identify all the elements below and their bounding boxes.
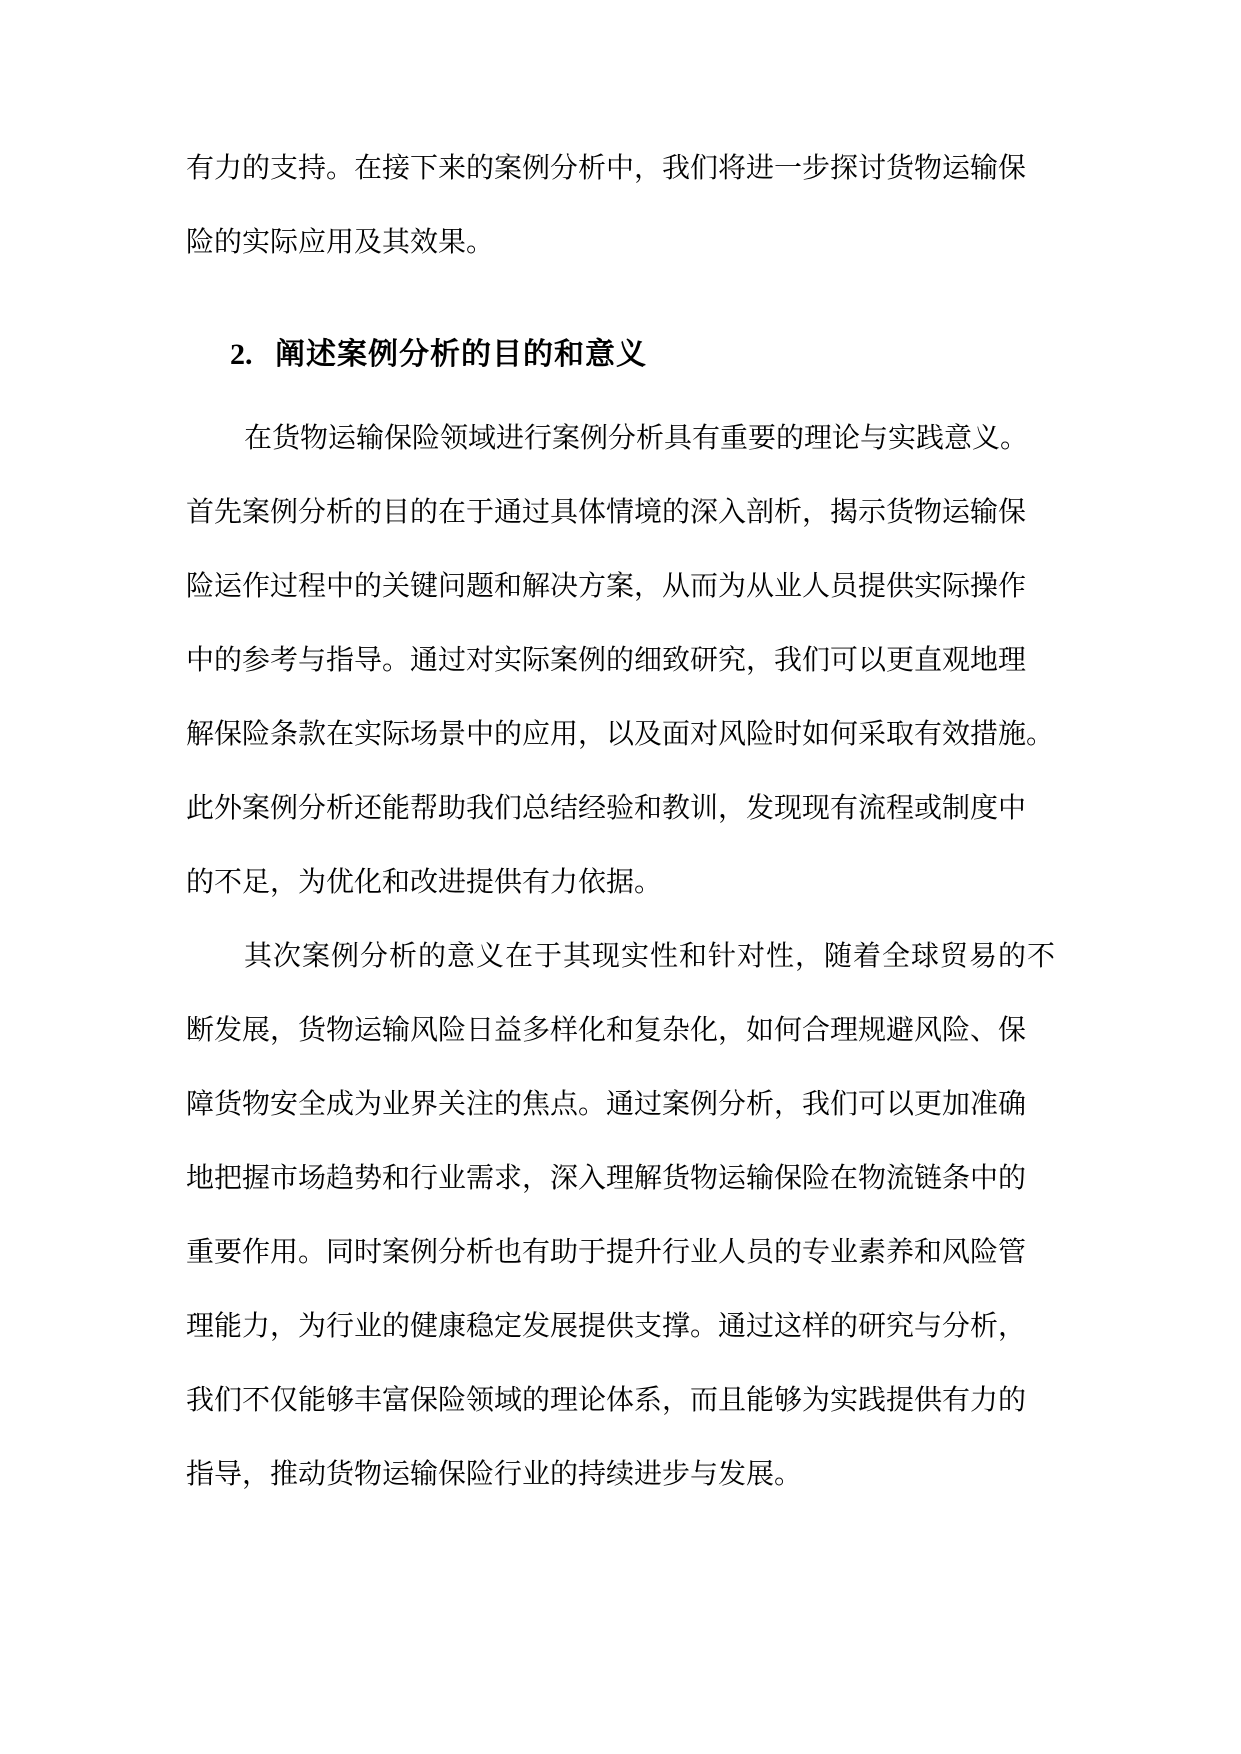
text-column (186, 132, 1057, 1512)
paragraph-line: 重要作用。同时案例分析也有助于提升行业人员的专业素养和风险管 (186, 1237, 1027, 1268)
paragraph-line: 地把握市场趋势和行业需求，深入理解货物运输保险在物流链条中的 (186, 1163, 1027, 1194)
paragraph-line: 指导，推动货物运输保险行业的持续进步与发展。 (186, 1459, 803, 1490)
section-heading (186, 318, 1026, 392)
paragraph-line: 中的参考与指导。通过对实际案例的细致研究，我们可以更直观地理 (186, 645, 1027, 676)
heading-title: 阐述案例分析的目的和意义 (275, 338, 647, 371)
heading-number: 2. (230, 338, 253, 371)
paragraph-line: 我们不仅能够丰富保险领域的理论体系，而且能够为实践提供有力的 (186, 1385, 1027, 1416)
paragraph-line: 此外案例分析还能帮助我们总结经验和教训，发现现有流程或制度中 (186, 793, 1027, 824)
paragraph-line: 险的实际应用及其效果。 (186, 227, 495, 258)
paragraph-line: 解保险条款在实际场景中的应用，以及面对风险时如何采取有效措施。 (186, 719, 1055, 750)
paragraph-line: 险运作过程中的关键问题和解决方案，从而为从业人员提供实际操作 (186, 571, 1027, 602)
paragraph-line: 理能力，为行业的健康稳定发展提供支撑。通过这样的研究与分析， (186, 1311, 1027, 1342)
paragraph-line: 的不足，为优化和改进提供有力依据。 (186, 867, 663, 898)
paragraph-line: 断发展，货物运输风险日益多样化和复杂化，如何合理规避风险、保 (186, 1015, 1027, 1046)
paragraph-line: 障货物安全成为业界关注的焦点。通过案例分析，我们可以更加准确 (186, 1089, 1027, 1120)
paragraph-line: 首先案例分析的目的在于通过具体情境的深入剖析，揭示货物运输保 (186, 497, 1027, 528)
paragraph-line: 有力的支持。在接下来的案例分析中，我们将进一步探讨货物运输保 (186, 153, 1027, 184)
paragraph-line: 在货物运输保险领域进行案例分析具有重要的理论与实践意义。 (244, 423, 1029, 454)
paragraph-line: 其次案例分析的意义在于其现实性和针对性，随着全球贸易的不 (244, 941, 1057, 972)
